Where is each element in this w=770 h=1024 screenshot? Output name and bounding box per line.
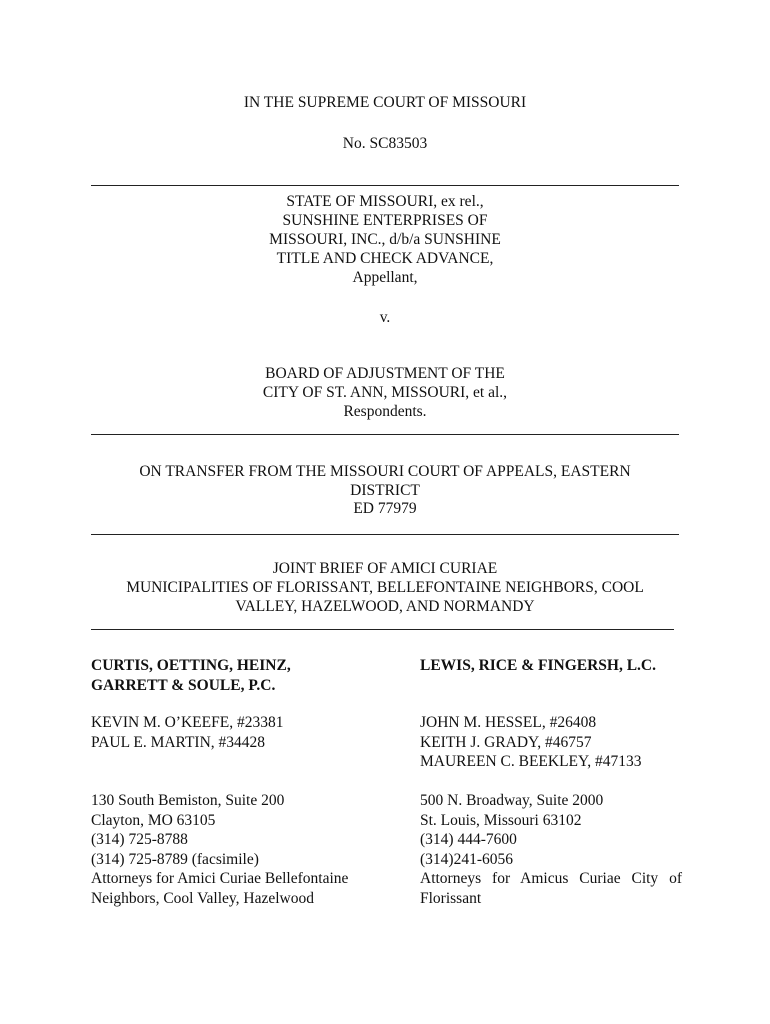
left-phone: (314) 725-8788	[91, 831, 188, 848]
right-address-1: 500 N. Broadway, Suite 2000	[420, 792, 604, 809]
left-address-2: Clayton, MO 63105	[91, 811, 216, 829]
appellant-line-4: TITLE AND CHECK ADVANCE,	[276, 250, 494, 267]
counsel-left-attorneys	[91, 713, 381, 752]
versus-label: v.	[379, 309, 391, 326]
brief-title-line-1: JOINT BRIEF OF AMICI CURIAE	[272, 560, 498, 577]
left-firm-line-1: CURTIS, OETTING, HEINZ,	[91, 657, 291, 674]
right-firm-line-1: LEWIS, RICE & FINGERSH, L.C.	[420, 657, 656, 674]
court-title: IN THE SUPREME COURT OF MISSOURI	[243, 94, 527, 111]
left-attorney-2: PAUL E. MARTIN, #34428	[91, 733, 266, 751]
appellant-line-1: STATE OF MISSOURI, ex rel.,	[286, 193, 484, 210]
appellant-label: Appellant,	[352, 269, 418, 286]
transfer-line-1: ON TRANSFER FROM THE MISSOURI COURT OF APPEALS, EASTERN	[139, 463, 631, 480]
left-firm-line-2: GARRETT & SOULE, P.C.	[91, 676, 276, 694]
respondent-line-1: BOARD OF ADJUSTMENT OF THE	[265, 365, 505, 382]
right-fax: (314)241-6056	[420, 850, 513, 868]
counsel-left	[91, 656, 381, 695]
right-role-line-1: Attorneys for Amicus Curiae City of	[420, 870, 682, 887]
divider-rule-3	[91, 534, 679, 535]
right-attorney-3: MAUREEN C. BEEKLEY, #47133	[420, 753, 642, 770]
appellant-line-3: MISSOURI, INC., d/b/a SUNSHINE	[269, 231, 501, 248]
counsel-left-address	[91, 791, 381, 908]
divider-rule-1	[91, 185, 679, 186]
left-fax: (314) 725-8789 (facsimile)	[91, 850, 259, 868]
brief-title-line-2: MUNICIPALITIES OF FLORISSANT, BELLEFONTAINE NEIGHBORS, COOL	[126, 579, 644, 596]
respondent-label: Respondents.	[343, 403, 427, 420]
case-number: No. SC83503	[342, 135, 428, 152]
divider-rule-2	[91, 434, 679, 435]
transfer-line-2: DISTRICT	[350, 482, 420, 499]
transfer-case-number: ED 77979	[353, 500, 417, 517]
right-role-line-2: Florissant	[420, 889, 482, 907]
left-role-line-2: Neighbors, Cool Valley, Hazelwood	[91, 889, 314, 907]
counsel-right-attorneys	[420, 713, 682, 772]
brief-title-line-3: VALLEY, HAZELWOOD, AND NORMANDY	[235, 598, 535, 615]
left-role-line-1: Attorneys for Amici Curiae Bellefontaine	[91, 870, 349, 887]
counsel-right-address	[420, 791, 682, 908]
right-attorney-2: KEITH J. GRADY, #46757	[420, 733, 592, 751]
right-address-2: St. Louis, Missouri 63102	[420, 811, 582, 829]
left-address-1: 130 South Bemiston, Suite 200	[91, 792, 285, 809]
right-attorney-1: JOHN M. HESSEL, #26408	[420, 714, 597, 731]
respondent-line-2: CITY OF ST. ANN, MISSOURI, et al.,	[262, 384, 508, 401]
left-attorney-1: KEVIN M. O’KEEFE, #23381	[91, 714, 284, 731]
counsel-right	[420, 656, 682, 676]
appellant-line-2: SUNSHINE ENTERPRISES OF	[282, 212, 488, 229]
right-phone: (314) 444-7600	[420, 831, 517, 848]
divider-rule-4	[91, 629, 674, 630]
